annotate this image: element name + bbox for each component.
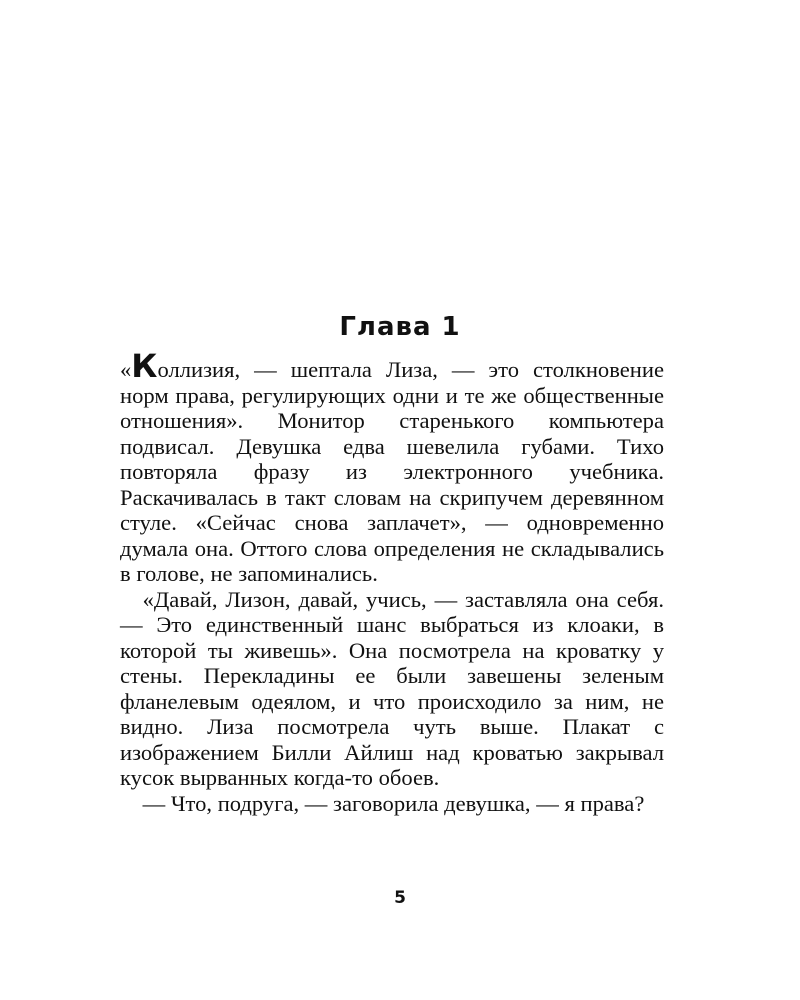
paragraph-2: «Давай, Лизон, давай, учись, — заставляла она себя. — Это единственный шанс выбраться из клоаки, в которой ты живешь». Она посмотрела на кроватку у стены. Перекладины ее были завешены зеленым фланелевым одеялом, и что происходило за ним, не видно. Лиза посмотрела чуть выше. Плакат с изображением Билли Айлиш над кроватью закрывал кусок вырванных когда-то обоев. — [120, 586, 664, 790]
page-number: 5 — [394, 888, 406, 908]
chapter-title: Глава 1 — [339, 312, 461, 342]
paragraph-1 — [120, 347, 664, 587]
opening-quote: « — [120, 357, 132, 382]
paragraph-1-text: оллизия, — шептала Лиза, — это столкновение норм права, регулирующих одни и те же общественные отношения». Монитор старенького компьютера подвисал. Девушка едва шевелила губами. Тихо повторяла фразу из электронного учебника. Раскачивалась в такт словам на скрипучем деревянном стуле. «Сейчас снова заплачет», — одновременно думала она. Оттого слова определения не складывались в голове, не запоминались. — [120, 357, 664, 586]
chapter-text — [120, 347, 664, 816]
paragraph-3: — Что, подруга, — заговорила девушка, — я права? — [142, 790, 645, 816]
initial-letter: К — [131, 347, 158, 385]
